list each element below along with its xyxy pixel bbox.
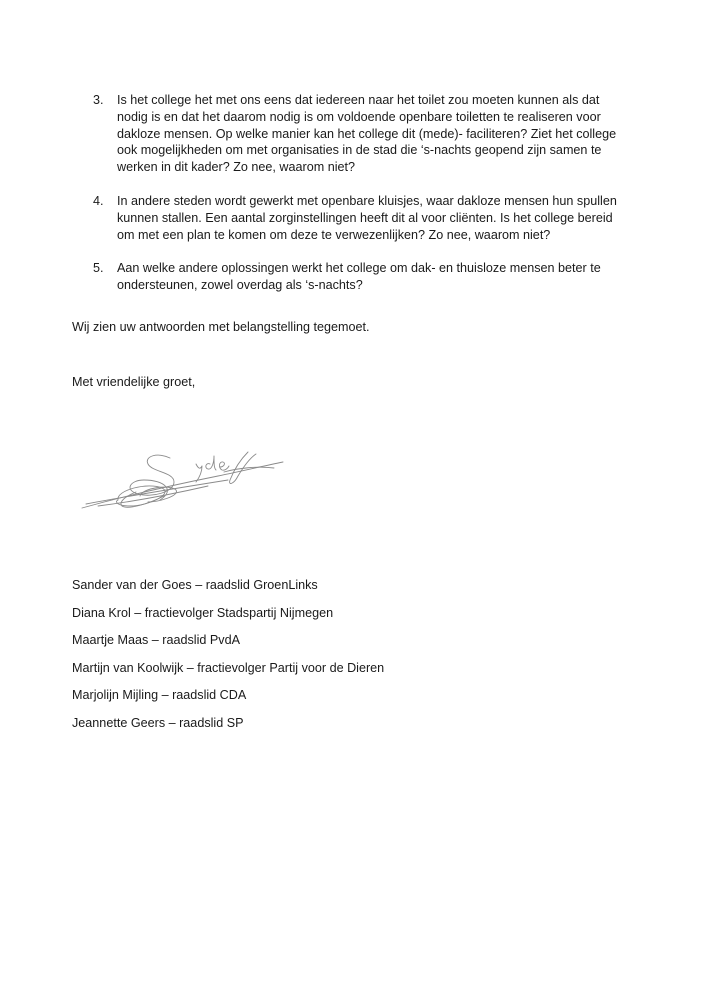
question-text: Is het college het met ons eens dat iedereen naar het toilet zou moeten kunnen als dat nodig is en dat het daarom nodig is om voldoende openbare toiletten te realiseren voor dakloze mensen. Op welke manier kan het college dit (mede)- faciliteren? Ziet het college ook mogelijkheden om met organisaties in de stad die ‘s-nachts geopend zijn samen te werken in dit kader? Zo nee, waarom niet?	[117, 93, 617, 175]
signatory-line: Martijn van Koolwijk – fractievolger Partij voor de Dieren	[72, 660, 385, 675]
question-list	[72, 92, 632, 311]
greeting: Met vriendelijke groet,	[72, 375, 196, 389]
question-item	[72, 260, 632, 294]
closing-sentence: Wij zien uw antwoorden met belangstelling tegemoet.	[72, 320, 370, 334]
question-text: In andere steden wordt gewerkt met openbare kluisjes, waar dakloze mensen hun spullen kunnen stallen. Een aantal zorginstellingen heeft dit al voor cliënten. Is het college bereid om met een plan te komen om deze te verwezenlijken? Zo nee, waarom niet?	[117, 193, 617, 242]
signatory-line: Marjolijn Mijling – raadslid CDA	[72, 688, 247, 703]
signatory-line: Diana Krol – fractievolger Stadspartij Nijmegen	[72, 605, 334, 620]
question-number: 5.	[93, 261, 104, 276]
signatory-line: Sander van der Goes – raadslid GroenLinks	[72, 578, 318, 592]
question-item	[72, 92, 632, 176]
signatory-list	[72, 577, 384, 743]
signatory-line: Maartje Maas – raadslid PvdA	[72, 633, 240, 648]
question-number: 3.	[93, 93, 104, 107]
question-item	[72, 193, 632, 243]
signature-icon	[78, 446, 288, 516]
question-text: Aan welke andere oplossingen werkt het college om dak- en thuisloze mensen beter te ondersteunen, zowel overdag als ‘s-nachts?	[117, 261, 601, 293]
question-number: 4.	[93, 193, 104, 208]
signatory-line: Jeannette Geers – raadslid SP	[72, 715, 244, 730]
